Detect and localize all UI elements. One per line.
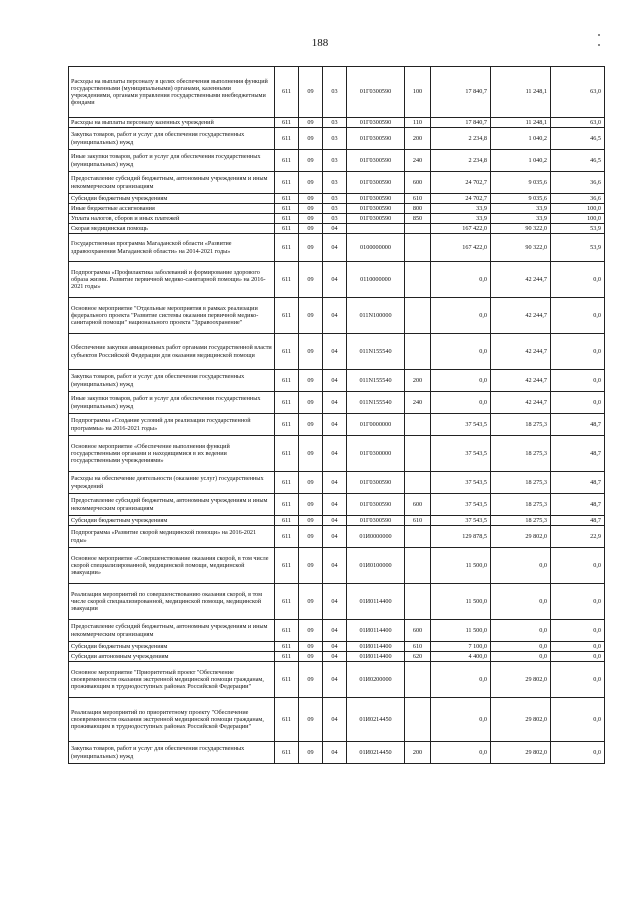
table-cell-name: Предоставление субсидий бюджетным, автономным учреждениям и иным некоммерческим организациям (69, 172, 275, 194)
table-cell-podrazdel: 04 (323, 436, 347, 472)
table-cell-name: Уплата налогов, сборов и иных платежей (69, 214, 275, 224)
table-cell-grbs: 611 (275, 548, 299, 584)
table-cell-name: Реализация мероприятий по совершенствованию оказания скорой, в том числе скорой специализированной, медицинской помощи, медицинской эвакуации (69, 584, 275, 620)
table-cell-grbs: 611 (275, 262, 299, 298)
table-cell-percent: 48,7 (551, 472, 605, 494)
table-row (69, 334, 605, 370)
table-cell-vr: 610 (405, 516, 431, 526)
table-row (69, 392, 605, 414)
table-cell-csr: 01Г0300590 (347, 194, 405, 204)
table-cell-csr: 01И0114400 (347, 584, 405, 620)
table-cell-name: Субсидии бюджетным учреждениям (69, 516, 275, 526)
table-cell-vr (405, 224, 431, 234)
table-cell-amount-plan: 0,0 (431, 392, 491, 414)
table-cell-amount-plan: 17 840,7 (431, 118, 491, 128)
table-cell-amount-plan: 37 543,5 (431, 472, 491, 494)
table-cell-podrazdel: 03 (323, 118, 347, 128)
table-cell-amount-plan: 11 500,0 (431, 548, 491, 584)
table-cell-amount-plan: 0,0 (431, 698, 491, 742)
table-cell-csr: 01Г0000000 (347, 414, 405, 436)
table-cell-podrazdel: 04 (323, 298, 347, 334)
table-cell-csr: 01Г0300590 (347, 67, 405, 118)
table-row (69, 526, 605, 548)
table-body (69, 67, 605, 764)
table-cell-amount-fact: 42 244,7 (491, 262, 551, 298)
table-cell-amount-plan: 24 702,7 (431, 172, 491, 194)
table-cell-amount-fact: 33,9 (491, 204, 551, 214)
table-cell-grbs: 611 (275, 436, 299, 472)
table-cell-podrazdel: 04 (323, 370, 347, 392)
table-cell-amount-plan: 0,0 (431, 334, 491, 370)
table-cell-podrazdel: 04 (323, 414, 347, 436)
table-cell-vr (405, 584, 431, 620)
table-row (69, 620, 605, 642)
table-cell-grbs: 611 (275, 414, 299, 436)
table-cell-podrazdel: 04 (323, 516, 347, 526)
table-cell-name: Обеспечение закупки авиационных работ органами государственной власти субъектов Российской Федерации для оказания медицинской помощи (69, 334, 275, 370)
table-cell-vr (405, 334, 431, 370)
table-cell-grbs: 611 (275, 392, 299, 414)
table-cell-csr: 01И0000000 (347, 526, 405, 548)
table-row (69, 436, 605, 472)
table-cell-amount-plan: 2 234,8 (431, 128, 491, 150)
table-row (69, 262, 605, 298)
table-cell-csr: 01И0114400 (347, 652, 405, 662)
table-cell-razdel: 09 (299, 436, 323, 472)
table-row (69, 742, 605, 764)
table-cell-razdel: 09 (299, 128, 323, 150)
table-cell-vr (405, 472, 431, 494)
table-cell-csr: 011N100000 (347, 298, 405, 334)
table-cell-amount-plan: 7 100,0 (431, 642, 491, 652)
table-cell-razdel: 09 (299, 172, 323, 194)
table-cell-grbs: 611 (275, 620, 299, 642)
table-cell-grbs: 611 (275, 214, 299, 224)
table-cell-amount-plan: 37 543,5 (431, 414, 491, 436)
table-cell-name: Предоставление субсидий бюджетным, автономным учреждениям и иным некоммерческим организациям (69, 494, 275, 516)
table-cell-razdel: 09 (299, 662, 323, 698)
table-cell-percent: 63,0 (551, 67, 605, 118)
table-cell-csr: 01Г0300590 (347, 516, 405, 526)
table-cell-razdel: 09 (299, 262, 323, 298)
table-cell-podrazdel: 04 (323, 698, 347, 742)
table-cell-name: Основное мероприятие "Отдельные мероприятия в рамках реализации федерального проекта "Развитие системы оказания первичной медико-санитарной помощи" национального проекта "Здравоохранение" (69, 298, 275, 334)
table-cell-amount-fact: 9 035,6 (491, 172, 551, 194)
table-cell-amount-fact: 1 040,2 (491, 150, 551, 172)
table-cell-razdel: 09 (299, 620, 323, 642)
table-cell-amount-fact: 90 322,0 (491, 224, 551, 234)
table-cell-amount-fact: 0,0 (491, 652, 551, 662)
table-cell-vr (405, 234, 431, 262)
table-cell-amount-fact: 29 802,0 (491, 526, 551, 548)
table-cell-name: Субсидии бюджетным учреждениям (69, 642, 275, 652)
table-cell-amount-plan: 37 543,5 (431, 516, 491, 526)
table-cell-razdel: 09 (299, 67, 323, 118)
table-cell-csr: 01И0114400 (347, 642, 405, 652)
table-cell-razdel: 09 (299, 298, 323, 334)
table-cell-vr: 100 (405, 67, 431, 118)
table-cell-amount-fact: 18 275,3 (491, 516, 551, 526)
table-cell-name: Подпрограмма «Профилактика заболеваний и формирование здорового образа жизни. Развитие первичной медико-санитарной помощи» на 2016-2021 годы» (69, 262, 275, 298)
table-row (69, 698, 605, 742)
table-cell-amount-fact: 11 248,1 (491, 118, 551, 128)
table-cell-razdel: 09 (299, 194, 323, 204)
table-row (69, 472, 605, 494)
table-cell-razdel: 09 (299, 742, 323, 764)
table-cell-name: Закупка товаров, работ и услуг для обеспечения государственных (муниципальных) нужд (69, 128, 275, 150)
table-cell-vr: 620 (405, 652, 431, 662)
table-cell-amount-plan: 0,0 (431, 370, 491, 392)
table-cell-amount-plan: 24 702,7 (431, 194, 491, 204)
table-row (69, 298, 605, 334)
table-cell-percent: 0,0 (551, 742, 605, 764)
table-cell-name: Иные бюджетные ассигнования (69, 204, 275, 214)
table-cell-razdel: 09 (299, 494, 323, 516)
table-cell-csr: 01И0214450 (347, 698, 405, 742)
table-cell-percent: 48,7 (551, 516, 605, 526)
table-cell-percent: 0,0 (551, 370, 605, 392)
table-cell-podrazdel: 03 (323, 172, 347, 194)
table-cell-amount-fact: 90 322,0 (491, 234, 551, 262)
table-cell-razdel: 09 (299, 118, 323, 128)
table-cell-amount-plan: 167 422,0 (431, 224, 491, 234)
table-cell-amount-fact: 18 275,3 (491, 494, 551, 516)
table-cell-vr (405, 698, 431, 742)
table-row (69, 150, 605, 172)
table-cell-name: Субсидии автономным учреждениям (69, 652, 275, 662)
table-cell-vr: 600 (405, 172, 431, 194)
table-cell-razdel: 09 (299, 334, 323, 370)
table-cell-amount-fact: 33,9 (491, 214, 551, 224)
table-cell-vr: 600 (405, 620, 431, 642)
table-cell-percent: 22,9 (551, 526, 605, 548)
table-cell-grbs: 611 (275, 128, 299, 150)
table-cell-vr: 110 (405, 118, 431, 128)
table-row (69, 172, 605, 194)
table-cell-percent: 100,0 (551, 204, 605, 214)
table-cell-csr (347, 224, 405, 234)
table-cell-amount-fact: 29 802,0 (491, 742, 551, 764)
table-cell-grbs: 611 (275, 172, 299, 194)
table-cell-razdel: 09 (299, 472, 323, 494)
table-cell-podrazdel: 04 (323, 584, 347, 620)
table-cell-amount-fact: 1 040,2 (491, 128, 551, 150)
table-cell-percent: 53,9 (551, 234, 605, 262)
table-cell-csr: 01Г0300000 (347, 436, 405, 472)
table-cell-amount-fact: 0,0 (491, 548, 551, 584)
budget-table (68, 66, 605, 764)
table-cell-amount-fact: 18 275,3 (491, 472, 551, 494)
table-cell-vr: 600 (405, 494, 431, 516)
table-cell-razdel: 09 (299, 698, 323, 742)
table-cell-vr: 610 (405, 194, 431, 204)
table-cell-percent: 46,5 (551, 150, 605, 172)
table-cell-grbs: 611 (275, 298, 299, 334)
table-row (69, 214, 605, 224)
table-cell-podrazdel: 04 (323, 662, 347, 698)
table-cell-csr: 01Г0300590 (347, 214, 405, 224)
table-cell-grbs: 611 (275, 516, 299, 526)
table-cell-amount-plan: 17 840,7 (431, 67, 491, 118)
table-cell-podrazdel: 04 (323, 234, 347, 262)
table-cell-csr: 01Г0300590 (347, 204, 405, 214)
table-cell-grbs: 611 (275, 67, 299, 118)
table-cell-percent: 48,7 (551, 436, 605, 472)
table-cell-grbs: 611 (275, 370, 299, 392)
table-cell-vr: 240 (405, 392, 431, 414)
table-cell-podrazdel: 04 (323, 262, 347, 298)
table-cell-podrazdel: 04 (323, 224, 347, 234)
table-row (69, 584, 605, 620)
table-cell-csr: 01И0114400 (347, 620, 405, 642)
table-cell-amount-plan: 129 878,5 (431, 526, 491, 548)
table-cell-name: Подпрограмма «Создание условий для реализации государственной программы» на 2016-2021 годы» (69, 414, 275, 436)
table-cell-podrazdel: 03 (323, 128, 347, 150)
table-cell-vr (405, 436, 431, 472)
table-cell-percent: 48,7 (551, 414, 605, 436)
table-cell-razdel: 09 (299, 584, 323, 620)
table-cell-podrazdel: 03 (323, 214, 347, 224)
table-cell-amount-plan: 33,9 (431, 204, 491, 214)
table-cell-name: Основное мероприятие "Приоритетный проект "Обеспечение своевременности оказания экстренной медицинской помощи гражданам, проживающим в труднодоступных районах Российской Федерации" (69, 662, 275, 698)
table-cell-csr: 01И0200000 (347, 662, 405, 698)
table-row (69, 370, 605, 392)
table-cell-vr: 200 (405, 370, 431, 392)
table-cell-razdel: 09 (299, 150, 323, 172)
table-cell-grbs: 611 (275, 150, 299, 172)
table-cell-vr (405, 262, 431, 298)
table-cell-amount-plan: 4 400,0 (431, 652, 491, 662)
table-row (69, 642, 605, 652)
table-cell-amount-plan: 33,9 (431, 214, 491, 224)
table-cell-amount-plan: 167 422,0 (431, 234, 491, 262)
table-row (69, 662, 605, 698)
table-cell-podrazdel: 03 (323, 204, 347, 214)
table-cell-amount-plan: 0,0 (431, 742, 491, 764)
table-cell-grbs: 611 (275, 742, 299, 764)
table-cell-amount-fact: 18 275,3 (491, 414, 551, 436)
table-cell-amount-fact: 42 244,7 (491, 298, 551, 334)
table-cell-amount-fact: 9 035,6 (491, 194, 551, 204)
table-cell-grbs: 611 (275, 234, 299, 262)
table-cell-podrazdel: 04 (323, 472, 347, 494)
table-row (69, 494, 605, 516)
table-cell-razdel: 09 (299, 234, 323, 262)
table-cell-percent: 36,6 (551, 172, 605, 194)
table-cell-csr: 01Г0300590 (347, 172, 405, 194)
table-cell-percent: 0,0 (551, 334, 605, 370)
table-cell-csr: 011N155540 (347, 334, 405, 370)
table-cell-razdel: 09 (299, 516, 323, 526)
table-cell-percent: 0,0 (551, 584, 605, 620)
table-cell-podrazdel: 04 (323, 526, 347, 548)
table-row (69, 516, 605, 526)
table-cell-razdel: 09 (299, 204, 323, 214)
table-cell-vr (405, 414, 431, 436)
scan-speck (598, 44, 600, 46)
table-cell-razdel: 09 (299, 370, 323, 392)
table-cell-csr: 01Г0300590 (347, 150, 405, 172)
table-cell-percent: 46,5 (551, 128, 605, 150)
table-cell-grbs: 611 (275, 698, 299, 742)
table-cell-amount-plan: 0,0 (431, 662, 491, 698)
table-cell-grbs: 611 (275, 526, 299, 548)
table-cell-vr (405, 662, 431, 698)
table-cell-grbs: 611 (275, 584, 299, 620)
table-cell-csr: 011N155540 (347, 392, 405, 414)
table-cell-percent: 0,0 (551, 548, 605, 584)
table-cell-percent: 100,0 (551, 214, 605, 224)
table-cell-podrazdel: 04 (323, 548, 347, 584)
table-row (69, 194, 605, 204)
table-cell-csr: 01Г0300590 (347, 128, 405, 150)
table-cell-amount-plan: 37 543,5 (431, 494, 491, 516)
table-cell-csr: 0110000000 (347, 262, 405, 298)
table-cell-grbs: 611 (275, 204, 299, 214)
table-cell-name: Основное мероприятие «Совершенствование оказания скорой, в том числе скорой специализированной, медицинской помощи, медицинской эвакуации» (69, 548, 275, 584)
table-cell-csr: 01Г0300590 (347, 472, 405, 494)
table-row (69, 414, 605, 436)
table-cell-percent: 0,0 (551, 392, 605, 414)
table-cell-podrazdel: 04 (323, 652, 347, 662)
table-cell-amount-fact: 0,0 (491, 584, 551, 620)
table-cell-name: Расходы на выплаты персоналу в целях обеспечения выполнения функций государственными (муниципальными) органами, казенными учреждениями, органами управления государственными внебюджетными фондами (69, 67, 275, 118)
table-row (69, 204, 605, 214)
table-row (69, 652, 605, 662)
table-cell-csr: 01И0214450 (347, 742, 405, 764)
table-cell-name: Государственная программа Магаданской области «Развитие здравоохранения Магаданской области» на 2014-2021 годы» (69, 234, 275, 262)
table-cell-vr (405, 548, 431, 584)
table-cell-grbs: 611 (275, 662, 299, 698)
table-cell-amount-fact: 0,0 (491, 642, 551, 652)
table-cell-grbs: 611 (275, 472, 299, 494)
table-cell-percent: 0,0 (551, 652, 605, 662)
table-cell-vr: 240 (405, 150, 431, 172)
table-cell-percent: 0,0 (551, 662, 605, 698)
table-cell-podrazdel: 04 (323, 742, 347, 764)
table-cell-grbs: 611 (275, 224, 299, 234)
table-cell-podrazdel: 03 (323, 150, 347, 172)
table-cell-amount-fact: 42 244,7 (491, 370, 551, 392)
table-cell-amount-plan: 37 543,5 (431, 436, 491, 472)
table-cell-amount-fact: 42 244,7 (491, 334, 551, 370)
table-cell-amount-fact: 0,0 (491, 620, 551, 642)
table-cell-podrazdel: 04 (323, 620, 347, 642)
table-cell-vr: 200 (405, 128, 431, 150)
table-cell-grbs: 611 (275, 494, 299, 516)
table-cell-percent: 0,0 (551, 642, 605, 652)
table-cell-name: Закупка товаров, работ и услуг для обеспечения государственных (муниципальных) нужд (69, 370, 275, 392)
table-cell-csr: 01Г0300590 (347, 118, 405, 128)
table-cell-vr: 800 (405, 204, 431, 214)
table-cell-razdel: 09 (299, 526, 323, 548)
table-cell-grbs: 611 (275, 118, 299, 128)
table-cell-grbs: 611 (275, 334, 299, 370)
table-cell-razdel: 09 (299, 642, 323, 652)
table-row (69, 118, 605, 128)
table-cell-name: Иные закупки товаров, работ и услуг для обеспечения государственных (муниципальных) нужд (69, 392, 275, 414)
table-cell-amount-plan: 0,0 (431, 262, 491, 298)
table-cell-name: Расходы на выплаты персоналу казенных учреждений (69, 118, 275, 128)
table-cell-razdel: 09 (299, 652, 323, 662)
table-cell-percent: 0,0 (551, 298, 605, 334)
table-cell-vr (405, 526, 431, 548)
table-cell-percent: 48,7 (551, 494, 605, 516)
table-cell-name: Иные закупки товаров, работ и услуг для обеспечения государственных (муниципальных) нужд (69, 150, 275, 172)
table-cell-name: Реализация мероприятий по приоритетному проекту "Обеспечение своевременности оказания экстренной медицинской помощи гражданам, проживающим в труднодоступных районах Российской Федерации" (69, 698, 275, 742)
table-cell-grbs: 611 (275, 642, 299, 652)
table-cell-csr: 011N155540 (347, 370, 405, 392)
page-number: 188 (311, 37, 329, 49)
table-row (69, 234, 605, 262)
table-cell-csr: 01Г0300590 (347, 494, 405, 516)
table-cell-percent: 0,0 (551, 262, 605, 298)
table-cell-razdel: 09 (299, 224, 323, 234)
table-cell-podrazdel: 03 (323, 194, 347, 204)
table-cell-vr (405, 298, 431, 334)
table-cell-percent: 0,0 (551, 620, 605, 642)
table-cell-name: Закупка товаров, работ и услуг для обеспечения государственных (муниципальных) нужд (69, 742, 275, 764)
table-row (69, 128, 605, 150)
table-row (69, 548, 605, 584)
table-row (69, 224, 605, 234)
table-cell-csr: 01И0100000 (347, 548, 405, 584)
table-cell-name: Субсидии бюджетным учреждениям (69, 194, 275, 204)
table-cell-amount-fact: 11 248,1 (491, 67, 551, 118)
table-cell-vr: 610 (405, 642, 431, 652)
table-cell-razdel: 09 (299, 214, 323, 224)
table-cell-razdel: 09 (299, 414, 323, 436)
table-cell-amount-fact: 18 275,3 (491, 436, 551, 472)
table-cell-podrazdel: 04 (323, 392, 347, 414)
table-cell-grbs: 611 (275, 652, 299, 662)
table-cell-name: Скорая медицинская помощь (69, 224, 275, 234)
table-cell-percent: 36,6 (551, 194, 605, 204)
table-cell-name: Расходы на обеспечение деятельности (оказание услуг) государственных учреждений (69, 472, 275, 494)
table-cell-amount-plan: 11 500,0 (431, 620, 491, 642)
scan-speck (598, 34, 600, 36)
table-cell-name: Основное мероприятие «Обеспечение выполнения функций государственными органами и находящимися в их ведении государственными учреждениями» (69, 436, 275, 472)
table-cell-podrazdel: 04 (323, 334, 347, 370)
table-cell-amount-fact: 42 244,7 (491, 392, 551, 414)
table-row (69, 67, 605, 118)
table-cell-name: Предоставление субсидий бюджетным, автономным учреждениям и иным некоммерческим организациям (69, 620, 275, 642)
table-cell-name: Подпрограмма «Развитие скорой медицинской помощи» на 2016-2021 годы» (69, 526, 275, 548)
table-cell-amount-fact: 29 802,0 (491, 662, 551, 698)
table-cell-amount-fact: 29 802,0 (491, 698, 551, 742)
table-cell-vr: 850 (405, 214, 431, 224)
table-cell-razdel: 09 (299, 548, 323, 584)
table-cell-csr: 0100000000 (347, 234, 405, 262)
table-cell-amount-plan: 11 500,0 (431, 584, 491, 620)
table-cell-percent: 0,0 (551, 698, 605, 742)
table-cell-razdel: 09 (299, 392, 323, 414)
table-cell-vr: 200 (405, 742, 431, 764)
table-cell-percent: 63,0 (551, 118, 605, 128)
table-cell-amount-plan: 2 234,8 (431, 150, 491, 172)
table-cell-grbs: 611 (275, 194, 299, 204)
table-cell-podrazdel: 03 (323, 67, 347, 118)
table-cell-percent: 53,9 (551, 224, 605, 234)
table-cell-podrazdel: 04 (323, 494, 347, 516)
table-cell-amount-plan: 0,0 (431, 298, 491, 334)
table-cell-podrazdel: 04 (323, 642, 347, 652)
